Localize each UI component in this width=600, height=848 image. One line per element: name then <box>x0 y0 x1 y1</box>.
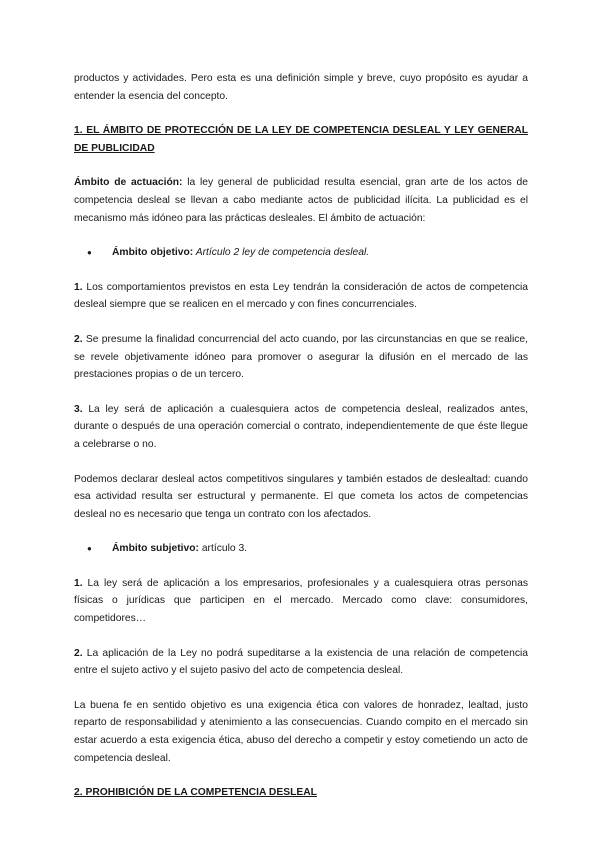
number-art2-1: 1. <box>74 281 83 293</box>
document-body <box>74 70 528 819</box>
number-art2-3: 3. <box>74 403 83 415</box>
paragraph-deslealtad: Podemos declarar desleal actos competitivos singulares y también estados de deslealtad: cuando esa actividad resulta ser estructural y permanente. El que cometa los actos de competencias desleal no es necesario que tenga un contrato con los afectados. <box>74 473 528 520</box>
text-ambito-subjetivo: artículo 3. <box>198 543 248 555</box>
bullet-dot-icon: ● <box>87 248 92 258</box>
paragraph-buena-fe: La buena fe en sentido objetivo es una exigencia ética con valores de honradez, lealtad, justo reparto de responsabilidad y atenimiento a las consecuencias. Cuando compito en el mercado sin estar acuerdo a esta exigencia ética, abuso del derecho a competir y estoy cometiendo un acto de competencia desleal. <box>74 699 528 764</box>
text-art3-2: La aplicación de la Ley no podrá supeditarse a la existencia de una relación de competencia entre el sujeto activo y el sujeto pasivo del acto de competencia desleal. <box>74 647 528 677</box>
paragraph-art2-3 <box>74 401 528 454</box>
section-heading-2: 2. PROHIBICIÓN DE LA COMPETENCIA DESLEAL <box>74 787 317 799</box>
paragraph-intro: productos y actividades. Pero esta es una definición simple y breve, cuyo propósito es ayudar a entender la esencia del concepto. <box>74 73 528 102</box>
text-ambito-objetivo: Artículo 2 ley de competencia desleal. <box>193 247 370 259</box>
label-ambito-actuacion: Ámbito de actuación: <box>74 177 183 189</box>
section-heading-1: 1. EL ÁMBITO DE PROTECCIÓN DE LA LEY DE COMPETENCIA DESLEAL Y LEY GENERAL DE PUBLICIDAD <box>74 125 528 154</box>
label-ambito-subjetivo: Ámbito subjetivo: <box>112 543 199 555</box>
paragraph-art2-1 <box>74 279 528 314</box>
label-ambito-objetivo: Ámbito objetivo: <box>112 247 194 259</box>
paragraph-ambito-actuacion <box>74 174 528 227</box>
bullet-dot-icon: ● <box>87 544 92 554</box>
text-art2-1: Los comportamientos previstos en esta Ley tendrán la consideración de actos de competencia desleal siempre que se realicen en el mercado y con fines concurrenciales. <box>74 281 528 311</box>
number-art3-2: 2. <box>74 647 83 659</box>
number-art3-1: 1. <box>74 577 83 589</box>
text-art2-3: La ley será de aplicación a cualesquiera actos de competencia desleal, realizados antes, durante o después de una operación comercial o contrato, independientemente de que éste llegue a celebrarse o no. <box>74 403 528 450</box>
paragraph-art3-1 <box>74 575 528 628</box>
bullet-ambito-objetivo <box>74 244 528 262</box>
text-art2-2: Se presume la finalidad concurrencial del acto cuando, por las circunstancias en que se realice, se revele objetivamente idóneo para promover o asegurar la difusión en el mercado de las prestaciones propias o de un tercero. <box>74 333 528 381</box>
paragraph-art2-2 <box>74 331 528 384</box>
text-ambito-actuacion: la ley general de publicidad resulta esencial, gran arte de los actos de competencia desleal se llevan a cabo mediante actos de publicidad ilícita. La publicidad es el mecanismo más idóneo para las prácticas desleales. El ámbito de actuación: <box>74 177 528 224</box>
paragraph-art3-2 <box>74 645 528 680</box>
text-art3-1: La ley será de aplicación a los empresarios, profesionales y a cualesquiera otras personas físicas o jurídicas que participen en el mercado. Mercado como clave: consumidores, competidores… <box>74 577 528 625</box>
number-art2-2: 2. <box>74 333 83 345</box>
bullet-ambito-subjetivo <box>74 540 528 558</box>
